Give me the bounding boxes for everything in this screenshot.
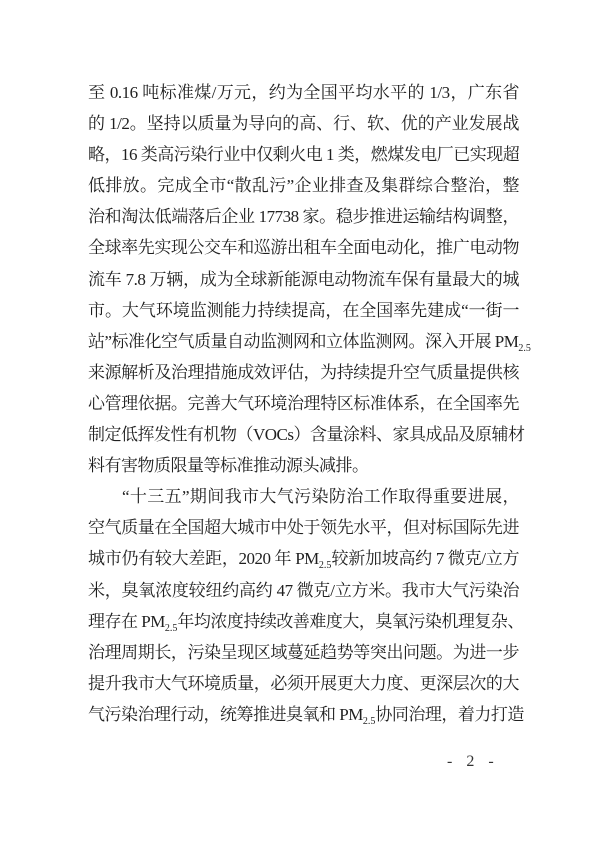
pm25-subscript: 2.5 [318,560,332,572]
text-run: 流车 7.8 万辆，成为全球新能源电动物流车保有量最大的城 [88,269,519,289]
text-run: 较新加坡高约 7 微克/立方 [331,549,519,569]
text-line [88,575,519,606]
text-run: 治理周期长，污染呈现区域蔓延趋势等突出问题。为进一步 [88,642,519,662]
text-line [88,232,519,263]
text-line [88,388,519,419]
text-run: 提升我市大气环境质量，必须开展更大力度、更深层次的大 [88,673,519,693]
text-line [88,637,519,668]
text-line [88,139,519,170]
text-line [88,668,519,699]
text-run: 制定低挥发性有机物（VOCs）含量涂料、家具成品及原辅材 [88,425,525,445]
text-run: 市。大气环境监测能力持续提高，在全国率先建成“一街一 [88,300,519,320]
text-line [88,481,519,512]
text-run: “十三五”期间我市大气污染防治工作取得重要进展， [122,487,519,507]
text-run: 略，16 类高污染行业中仅剩火电 1 类，燃煤发电厂已实现超 [88,145,520,165]
text-line [88,201,519,232]
text-run: 理存在 PM [88,611,165,631]
text-line [88,264,519,295]
text-run: 年均浓度持续改善难度大，臭氧污染机理复杂、 [177,611,524,631]
text-run: 至 0.16 吨标准煤/万元，约为全国平均水平的 1/3，广东省 [88,83,519,102]
text-run: 协同治理，着力打造 [375,704,524,724]
pm25-subscript: 2.5 [518,342,531,354]
text-run: 的 1/2。坚持以质量为导向的高、行、软、优的产业发展战 [88,114,519,134]
text-line [88,512,519,543]
text-run: 心管理依据。完善大气环境治理特区标准体系，在全国率先 [88,393,519,413]
text-run: 城市仍有较大差距，2020 年 PM [88,549,319,569]
page-number: - 2 - [447,753,499,770]
text-line [88,326,531,357]
text-line [88,295,519,326]
text-run: 来源解析及治理措施成效评估，为持续提升空气质量提供核 [88,362,519,382]
text-run: 气污染治理行动，统筹推进臭氧和 PM [88,704,363,724]
pm25-subscript: 2.5 [362,715,376,727]
text-run: 全球率先实现公交车和巡游出租车全面电动化，推广电动物 [88,238,519,258]
text-run: 站”标准化空气质量自动监测网和立体监测网。深入开展 PM [88,331,519,351]
text-run: 米，臭氧浓度较纽约高约 47 微克/立方米。我市大气污染治 [88,580,519,600]
text-run: 治和淘汰低端落后企业 17738 家。稳步推进运输结构调整， [88,207,519,227]
text-line [88,606,524,637]
text-run: 料有害物质限量等标准推动源头减排。 [88,456,369,476]
text-run: 空气质量在全国超大城市中处于领先水平，但对标国际先进 [88,518,519,538]
pm25-subscript: 2.5 [164,622,178,634]
text-run: 低排放。完成全市“散乱污”企业排查及集群综合整治，整 [88,176,519,196]
text-line [88,170,519,201]
text-line [88,543,519,574]
text-line [88,450,519,481]
text-line [88,77,519,108]
text-line [88,108,519,139]
text-line [88,699,524,730]
text-line [88,357,519,388]
text-line [88,419,525,450]
document-body [88,77,531,730]
